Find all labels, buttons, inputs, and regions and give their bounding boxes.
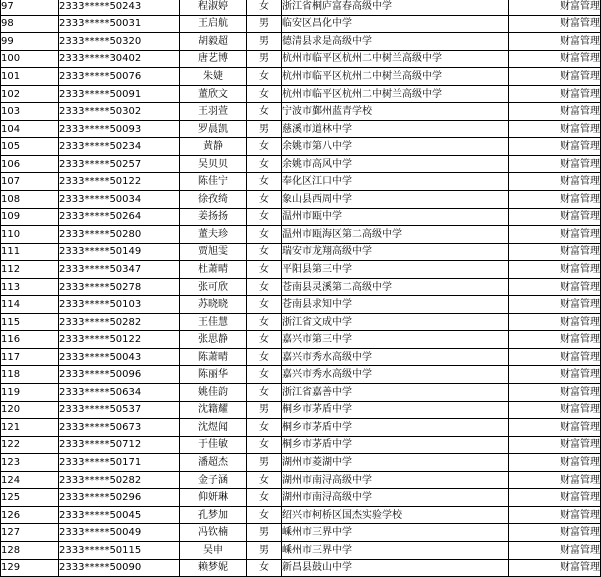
student-name-cell: 王佳慧 [180,313,247,331]
candidate-id-cell: 2333*****50537 [59,401,180,419]
student-name-cell: 于佳敏 [180,436,247,454]
gender-cell: 女 [247,0,282,15]
row-number-cell: 116 [1,331,59,349]
school-cell: 温州市瓯中学 [282,208,509,226]
school-cell: 慈溪市道林中学 [282,120,509,138]
table-row [1,85,601,103]
table-row [1,208,601,226]
major-cell: 财富管理 [509,120,601,138]
candidate-id-cell: 2333*****50280 [59,226,180,244]
table-row [1,33,601,51]
major-cell: 财富管理 [509,366,601,384]
row-number-cell: 117 [1,348,59,366]
table-row [1,313,601,331]
student-name-cell: 陈佳宁 [180,173,247,191]
student-name-cell: 王羽萱 [180,103,247,121]
table-row [1,401,601,419]
major-cell: 财富管理 [509,173,601,191]
row-number-cell: 112 [1,261,59,279]
table-row [1,15,601,33]
gender-cell: 男 [247,454,282,472]
school-cell: 瑞安市龙翔高级中学 [282,243,509,261]
table-row [1,454,601,472]
major-cell: 财富管理 [509,313,601,331]
major-cell: 财富管理 [509,296,601,314]
school-cell: 嵊州市三界中学 [282,541,509,559]
major-cell: 财富管理 [509,68,601,86]
row-number-cell: 123 [1,454,59,472]
school-cell: 杭州市临平区杭州二中树兰高级中学 [282,85,509,103]
gender-cell: 女 [247,173,282,191]
gender-cell: 女 [247,138,282,156]
school-cell: 桐乡市茅盾中学 [282,401,509,419]
row-number-cell: 108 [1,191,59,209]
candidate-id-cell: 2333*****50049 [59,524,180,542]
candidate-id-cell: 2333*****50282 [59,313,180,331]
school-cell: 杭州市临平区杭州二中树兰高级中学 [282,68,509,86]
school-cell: 浙江省桐庐富春高级中学 [282,0,509,15]
gender-cell: 女 [247,384,282,402]
row-number-cell: 122 [1,436,59,454]
school-cell: 湖州市菱湖中学 [282,454,509,472]
school-cell: 平阳县第三中学 [282,261,509,279]
gender-cell: 男 [247,33,282,51]
major-cell: 财富管理 [509,384,601,402]
candidate-id-cell: 2333*****50296 [59,489,180,507]
gender-cell: 女 [247,85,282,103]
student-name-cell: 冯钦楠 [180,524,247,542]
table-row [1,506,601,524]
major-cell: 财富管理 [509,278,601,296]
row-number-cell: 104 [1,120,59,138]
major-cell: 财富管理 [509,226,601,244]
student-name-cell: 董夫珍 [180,226,247,244]
school-cell: 余姚市第八中学 [282,138,509,156]
gender-cell: 女 [247,489,282,507]
row-number-cell: 98 [1,15,59,33]
student-name-cell: 张思静 [180,331,247,349]
table-row [1,489,601,507]
candidate-id-cell: 2333*****50115 [59,541,180,559]
candidate-id-cell: 2333*****50091 [59,85,180,103]
table-row [1,471,601,489]
gender-cell: 女 [247,68,282,86]
student-name-cell: 沈煜闻 [180,419,247,437]
student-name-cell: 赖梦妮 [180,559,247,577]
student-name-cell: 唐艺博 [180,50,247,68]
row-number-cell: 103 [1,103,59,121]
student-name-cell: 仰妍琳 [180,489,247,507]
row-number-cell: 106 [1,155,59,173]
candidate-id-cell: 2333*****50282 [59,471,180,489]
school-cell: 奉化区江口中学 [282,173,509,191]
major-cell: 财富管理 [509,489,601,507]
school-cell: 嘉兴市第三中学 [282,331,509,349]
gender-cell: 女 [247,366,282,384]
gender-cell: 女 [247,471,282,489]
table-row [1,120,601,138]
row-number-cell: 105 [1,138,59,156]
student-name-cell: 贾旭雯 [180,243,247,261]
school-cell: 浙江省文成中学 [282,313,509,331]
gender-cell: 女 [247,348,282,366]
gender-cell: 女 [247,278,282,296]
candidate-id-cell: 2333*****50031 [59,15,180,33]
row-number-cell: 127 [1,524,59,542]
gender-cell: 男 [247,401,282,419]
student-name-cell: 程淑婷 [180,0,247,15]
gender-cell: 女 [247,559,282,577]
candidate-id-cell: 2333*****50320 [59,33,180,51]
major-cell: 财富管理 [509,348,601,366]
candidate-id-cell: 2333*****50257 [59,155,180,173]
gender-cell: 女 [247,155,282,173]
gender-cell: 女 [247,506,282,524]
row-number-cell: 128 [1,541,59,559]
major-cell: 财富管理 [509,15,601,33]
major-cell: 财富管理 [509,191,601,209]
gender-cell: 女 [247,191,282,209]
candidate-id-cell: 2333*****50093 [59,120,180,138]
school-cell: 苍南县求知中学 [282,296,509,314]
school-cell: 温州市瓯海区第二高级中学 [282,226,509,244]
major-cell: 财富管理 [509,436,601,454]
candidate-id-cell: 2333*****50103 [59,296,180,314]
table-row [1,50,601,68]
candidate-id-cell: 2333*****30402 [59,50,180,68]
major-cell: 财富管理 [509,85,601,103]
table-row [1,191,601,209]
row-number-cell: 99 [1,33,59,51]
row-number-cell: 102 [1,85,59,103]
school-cell: 嘉兴市秀水高级中学 [282,366,509,384]
candidate-id-cell: 2333*****50043 [59,348,180,366]
table-row [1,366,601,384]
major-cell: 财富管理 [509,103,601,121]
table-row [1,436,601,454]
school-cell: 桐乡市茅盾中学 [282,419,509,437]
major-cell: 财富管理 [509,506,601,524]
gender-cell: 女 [247,226,282,244]
student-name-cell: 胡毅超 [180,33,247,51]
table-row [1,384,601,402]
student-name-cell: 王启航 [180,15,247,33]
table-row [1,419,601,437]
row-number-cell: 113 [1,278,59,296]
candidate-id-cell: 2333*****50347 [59,261,180,279]
school-cell: 湖州市南浔高级中学 [282,471,509,489]
candidate-id-cell: 2333*****50090 [59,559,180,577]
row-number-cell: 120 [1,401,59,419]
school-cell: 桐乡市茅盾中学 [282,436,509,454]
gender-cell: 女 [247,313,282,331]
student-name-cell: 杜萧晴 [180,261,247,279]
table-row [1,226,601,244]
student-name-cell: 朱婕 [180,68,247,86]
gender-cell: 男 [247,541,282,559]
table-row [1,524,601,542]
row-number-cell: 125 [1,489,59,507]
candidate-id-cell: 2333*****50634 [59,384,180,402]
candidate-id-cell: 2333*****50278 [59,278,180,296]
school-cell: 湖州市南浔高级中学 [282,489,509,507]
candidate-id-cell: 2333*****50122 [59,173,180,191]
table-row [1,541,601,559]
table-row [1,348,601,366]
gender-cell: 女 [247,243,282,261]
major-cell: 财富管理 [509,33,601,51]
candidate-id-cell: 2333*****50673 [59,419,180,437]
school-cell: 德清县求是高级中学 [282,33,509,51]
student-name-cell: 吴申 [180,541,247,559]
school-cell: 浙江省嘉善中学 [282,384,509,402]
major-cell: 财富管理 [509,138,601,156]
row-number-cell: 97 [1,0,59,15]
student-name-cell: 罗晨凯 [180,120,247,138]
candidate-id-cell: 2333*****50122 [59,331,180,349]
row-number-cell: 101 [1,68,59,86]
row-number-cell: 118 [1,366,59,384]
student-name-cell: 陈丽华 [180,366,247,384]
gender-cell: 男 [247,50,282,68]
major-cell: 财富管理 [509,331,601,349]
student-name-cell: 徐孜绮 [180,191,247,209]
school-cell: 余姚市高风中学 [282,155,509,173]
gender-cell: 女 [247,296,282,314]
row-number-cell: 114 [1,296,59,314]
roster-table-body [1,0,601,577]
school-cell: 宁波市鄞州蓝青学校 [282,103,509,121]
candidate-id-cell: 2333*****50096 [59,366,180,384]
student-name-cell: 姚佳韵 [180,384,247,402]
table-row [1,261,601,279]
school-cell: 新昌县鼓山中学 [282,559,509,577]
major-cell: 财富管理 [509,541,601,559]
student-name-cell: 吴贝贝 [180,155,247,173]
gender-cell: 女 [247,261,282,279]
table-row [1,243,601,261]
major-cell: 财富管理 [509,419,601,437]
candidate-id-cell: 2333*****50264 [59,208,180,226]
gender-cell: 男 [247,524,282,542]
school-cell: 象山县西周中学 [282,191,509,209]
major-cell: 财富管理 [509,0,601,15]
table-row [1,331,601,349]
table-row [1,0,601,15]
major-cell: 财富管理 [509,471,601,489]
major-cell: 财富管理 [509,243,601,261]
row-number-cell: 115 [1,313,59,331]
student-name-cell: 黄静 [180,138,247,156]
major-cell: 财富管理 [509,524,601,542]
gender-cell: 女 [247,208,282,226]
major-cell: 财富管理 [509,401,601,419]
row-number-cell: 109 [1,208,59,226]
major-cell: 财富管理 [509,261,601,279]
student-name-cell: 姜扬扬 [180,208,247,226]
student-name-cell: 潘超杰 [180,454,247,472]
school-cell: 苍南县灵溪第二高级中学 [282,278,509,296]
candidate-id-cell: 2333*****50171 [59,454,180,472]
student-name-cell: 沈籍耀 [180,401,247,419]
table-row [1,296,601,314]
candidate-id-cell: 2333*****50149 [59,243,180,261]
student-name-cell: 张可欣 [180,278,247,296]
row-number-cell: 107 [1,173,59,191]
candidate-id-cell: 2333*****50045 [59,506,180,524]
student-name-cell: 金子涵 [180,471,247,489]
row-number-cell: 111 [1,243,59,261]
major-cell: 财富管理 [509,559,601,577]
major-cell: 财富管理 [509,155,601,173]
school-cell: 绍兴市柯桥区国杰实验学校 [282,506,509,524]
student-name-cell: 董欣文 [180,85,247,103]
row-number-cell: 119 [1,384,59,402]
row-number-cell: 126 [1,506,59,524]
gender-cell: 男 [247,120,282,138]
table-row [1,155,601,173]
student-name-cell: 陈萧晴 [180,348,247,366]
table-row [1,559,601,577]
table-row [1,103,601,121]
student-name-cell: 苏晓晓 [180,296,247,314]
gender-cell: 女 [247,331,282,349]
candidate-id-cell: 2333*****50034 [59,191,180,209]
table-row [1,138,601,156]
row-number-cell: 124 [1,471,59,489]
candidate-id-cell: 2333*****50076 [59,68,180,86]
table-row [1,68,601,86]
major-cell: 财富管理 [509,454,601,472]
school-cell: 嵊州市三界中学 [282,524,509,542]
gender-cell: 女 [247,103,282,121]
row-number-cell: 129 [1,559,59,577]
candidate-id-cell: 2333*****50302 [59,103,180,121]
school-cell: 嘉兴市秀水高级中学 [282,348,509,366]
table-row [1,173,601,191]
candidate-id-cell: 2333*****50712 [59,436,180,454]
major-cell: 财富管理 [509,208,601,226]
gender-cell: 男 [247,15,282,33]
student-name-cell: 孔梦加 [180,506,247,524]
row-number-cell: 121 [1,419,59,437]
row-number-cell: 100 [1,50,59,68]
candidate-id-cell: 2333*****50234 [59,138,180,156]
gender-cell: 女 [247,419,282,437]
school-cell: 临安区昌化中学 [282,15,509,33]
major-cell: 财富管理 [509,50,601,68]
school-cell: 杭州市临平区杭州二中树兰高级中学 [282,50,509,68]
gender-cell: 女 [247,436,282,454]
candidate-id-cell: 2333*****50243 [59,0,180,15]
table-row [1,278,601,296]
row-number-cell: 110 [1,226,59,244]
